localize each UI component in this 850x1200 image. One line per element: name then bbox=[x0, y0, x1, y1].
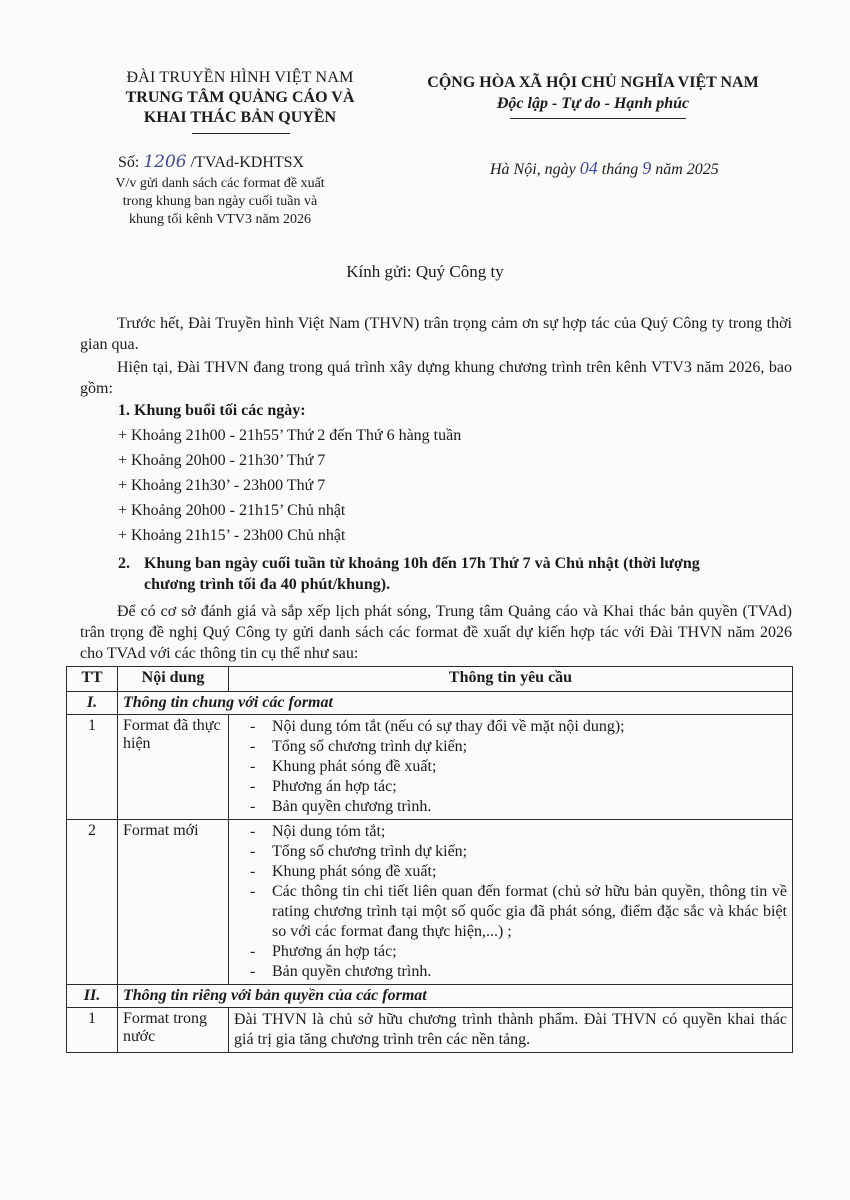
subject-line: khung tối kênh VTV3 năm 2026 bbox=[128, 212, 312, 227]
national-header bbox=[398, 72, 788, 114]
evening-slot-item: + Khoảng 21h15’ - 23h00 Chủ nhật bbox=[118, 527, 346, 544]
table-row bbox=[67, 820, 793, 985]
motto-underline bbox=[510, 118, 686, 119]
item2-heading-line1: Khung ban ngày cuối tuần từ khoảng 10h đến 17h Thứ 7 và Chủ nhật (thời lượng bbox=[144, 555, 700, 572]
table-row bbox=[67, 715, 793, 820]
requirements-table bbox=[66, 666, 793, 1053]
row-requirements bbox=[229, 820, 793, 985]
request-paragraph: Để có cơ sở đánh giá và sắp xếp lịch phát sóng, Trung tâm Quảng cáo và Khai thác bản quyền (TVAd) trân trọng đề nghị Quý Công ty gửi danh sách các format đề xuất dự kiến hợp tác với Đài THVN năm 2026 cho TVAd với các thông tin cụ thể như sau: bbox=[80, 603, 792, 662]
nation-motto: Độc lập - Tự do - Hạnh phúc bbox=[496, 95, 690, 112]
requirement-item: - Phương án hợp tác; bbox=[234, 942, 787, 962]
requirement-item: - Nội dung tóm tắt (nếu có sự thay đổi về mặt nội dung); bbox=[234, 717, 787, 737]
intro-paragraph: Trước hết, Đài Truyền hình Việt Nam (THVN) trân trọng cảm ơn sự hợp tác của Quý Công ty trong thời gian qua. bbox=[80, 315, 792, 353]
row-number: 2 bbox=[67, 820, 118, 985]
doc-number-prefix: Số: bbox=[118, 154, 144, 171]
requirement-item: - Nội dung tóm tắt; bbox=[234, 822, 787, 842]
document-number bbox=[118, 152, 304, 172]
doc-number-suffix: /TVAd-KDHTSX bbox=[186, 154, 305, 171]
row-content: Format trong nước bbox=[118, 1008, 229, 1053]
requirement-item: - Phương án hợp tác; bbox=[234, 777, 787, 797]
date-prefix: Hà Nội, ngày bbox=[490, 161, 580, 178]
requirement-item: - Tổng số chương trình dự kiến; bbox=[234, 842, 787, 862]
row-requirements: Đài THVN là chủ sở hữu chương trình thành phẩm. Đài THVN có quyền khai thác giá trị gia tăng chương trình trên các nền tảng. bbox=[229, 1008, 793, 1053]
requirement-item: - Khung phát sóng đề xuất; bbox=[234, 757, 787, 777]
header-content: Nội dung bbox=[118, 667, 229, 692]
requirement-item: - Tổng số chương trình dự kiến; bbox=[234, 737, 787, 757]
org-parent-name: ĐÀI TRUYỀN HÌNH VIỆT NAM bbox=[126, 69, 354, 86]
salutation: Kính gửi: Quý Công ty bbox=[346, 262, 504, 281]
org-name-line1: TRUNG TÂM QUẢNG CÁO VÀ bbox=[125, 89, 355, 106]
issuing-organization bbox=[80, 68, 400, 128]
table-header-row bbox=[67, 667, 793, 692]
header-info: Thông tin yêu cầu bbox=[229, 667, 793, 692]
section-row bbox=[67, 692, 793, 715]
subject-line: trong khung ban ngày cuối tuần và bbox=[122, 194, 318, 209]
org-underline bbox=[192, 133, 290, 134]
subject-line: V/v gửi danh sách các format đề xuất bbox=[115, 176, 325, 191]
row-content: Format mới bbox=[118, 820, 229, 985]
requirement-item: - Bản quyền chương trình. bbox=[234, 962, 787, 982]
row-number: 1 bbox=[67, 1008, 118, 1053]
header-tt: TT bbox=[67, 667, 118, 692]
date-month: 9 bbox=[642, 158, 652, 178]
document-subject bbox=[92, 175, 348, 229]
requirement-item: - Bản quyền chương trình. bbox=[234, 797, 787, 817]
section-roman: I. bbox=[67, 692, 118, 715]
weekend-daytime-heading bbox=[118, 553, 798, 595]
row-requirements bbox=[229, 715, 793, 820]
item2-heading-line2: chương trình tối đa 40 phút/khung). bbox=[144, 576, 391, 593]
row-number: 1 bbox=[67, 715, 118, 820]
date-suffix: năm 2025 bbox=[651, 161, 719, 178]
row-content: Format đã thực hiện bbox=[118, 715, 229, 820]
nation-title: CỘNG HÒA XÃ HỘI CHỦ NGHĨA VIỆT NAM bbox=[427, 74, 759, 91]
doc-number-handwritten: 1206 bbox=[143, 152, 187, 172]
table-row bbox=[67, 1008, 793, 1053]
evening-slot-item: + Khoảng 20h00 - 21h15’ Chủ nhật bbox=[118, 502, 346, 519]
evening-slot-item: + Khoảng 21h30’ - 23h00 Thứ 7 bbox=[118, 477, 326, 494]
requirement-item: - Khung phát sóng đề xuất; bbox=[234, 862, 787, 882]
evening-slot-item: + Khoảng 20h00 - 21h30’ Thứ 7 bbox=[118, 452, 326, 469]
document-date bbox=[490, 158, 719, 179]
section-row bbox=[67, 985, 793, 1008]
section-title: Thông tin chung với các format bbox=[118, 692, 793, 715]
context-paragraph: Hiện tại, Đài THVN đang trong quá trình xây dựng khung chương trình trên kênh VTV3 năm 2026, bao gồm: bbox=[80, 359, 792, 397]
item2-number: 2. bbox=[118, 555, 130, 572]
evening-slots-heading: 1. Khung buổi tối các ngày: bbox=[118, 402, 306, 419]
requirement-item: - Các thông tin chi tiết liên quan đến format (chủ sở hữu bản quyền, thông tin về rating chương trình tại một số quốc gia đã phát sóng, điểm đặc sắc và khác biệt so với các format đang thực hiện,...) ; bbox=[234, 882, 787, 942]
date-day: 04 bbox=[579, 158, 598, 178]
section-roman: II. bbox=[67, 985, 118, 1008]
date-mid: tháng bbox=[597, 161, 643, 178]
org-name-line2: KHAI THÁC BẢN QUYỀN bbox=[143, 109, 337, 126]
section-title: Thông tin riêng với bản quyền của các format bbox=[118, 985, 793, 1008]
evening-slot-item: + Khoảng 21h00 - 21h55’ Thứ 2 đến Thứ 6 hàng tuần bbox=[118, 427, 462, 444]
